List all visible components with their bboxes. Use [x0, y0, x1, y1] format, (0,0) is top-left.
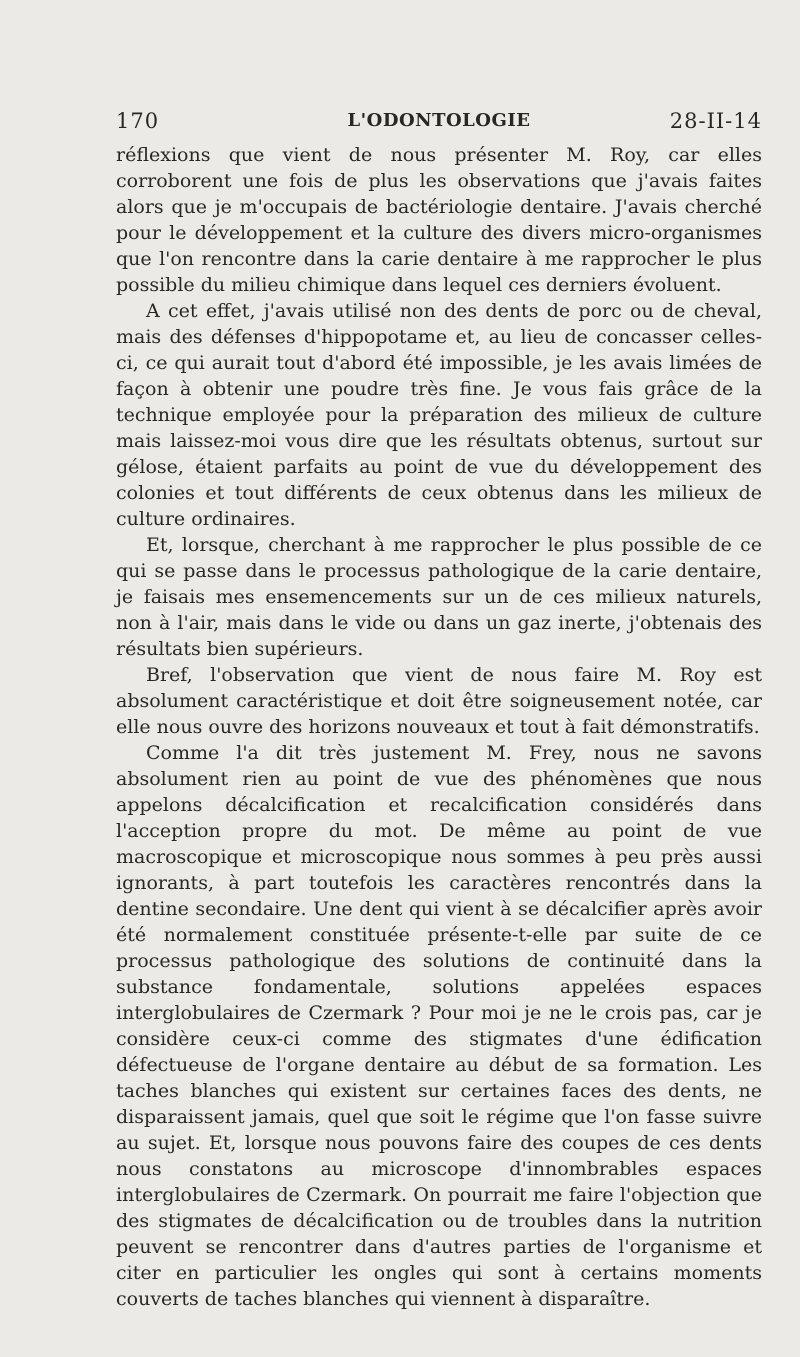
paragraph-4: Bref, l'observation que vient de nous faire M. Roy est absolument caractéristique et doit être soigneusement notée, car elle nous ouvre des horizons nouveaux et tout à fait démonstratifs.	[116, 664, 762, 738]
body-text	[116, 142, 762, 1312]
paragraph-1: réflexions que vient de nous présenter M. Roy, car elles corroborent une fois de plus les observations que j'avais faites alors que je m'occupais de bactériologie dentaire. J'avais cherché pour le développement et la culture des divers micro-organismes que l'on rencontre dans la carie dentaire à me rapprocher le plus possible du milieu chimique dans lequel ces derniers évoluent.	[116, 144, 762, 296]
paragraph-5: Comme l'a dit très justement M. Frey, nous ne savons absolument rien au point de vue des phénomènes que nous appelons décalcification et recalcification considérés dans l'acception propre du mot. De même au point de vue macroscopique et microscopique nous sommes à peu près aussi ignorants, à part toutefois les caractères rencontrés dans la dentine secondaire. Une dent qui vient à se décalcifier après avoir été normalement constituée présente-t-elle par suite de ce processus pathologique des solutions de continuité dans la substance fondamentale, solutions appelées espaces interglobulaires de Czermark ? Pour moi je ne le crois pas, car je considère ceux-ci comme des stigmates d'une édification défectueuse de l'organe dentaire au début de sa formation. Les taches blanches qui existent sur certaines faces des dents, ne disparaissent jamais, quel que soit le régime que l'on fasse suivre au sujet. Et, lorsque nous pouvons faire des coupes de ces dents nous constatons au microscope d'innombrables espaces interglobulaires de Czermark. On pourrait me faire l'objection que des stigmates de décalcification ou de troubles dans la nutrition peuvent se rencontrer dans d'autres parties de l'organisme et citer en particulier les ongles qui sont à certains moments couverts de taches blanches qui viennent à disparaître.	[116, 742, 762, 1310]
paragraph-2: A cet effet, j'avais utilisé non des dents de porc ou de cheval, mais des défenses d'hippopotame et, au lieu de concasser celles-ci, ce qui aurait tout d'abord été impossible, je les avais limées de façon à obtenir une poudre très fine. Je vous fais grâce de la technique employée pour la préparation des milieux de culture mais laissez-moi vous dire que les résultats obtenus, surtout sur gélose, étaient parfaits au point de vue du développement des colonies et tout différents de ceux obtenus dans les milieux de culture ordinaires.	[116, 300, 762, 530]
page-number: 170	[116, 109, 160, 133]
paragraph-3: Et, lorsque, cherchant à me rapprocher le plus possible de ce qui se passe dans le processus pathologique de la carie dentaire, je faisais mes ensemencements sur un de ces milieux naturels, non à l'air, mais dans le vide ou dans un gaz inerte, j'obtenais des résultats bien supérieurs.	[116, 534, 762, 660]
journal-title: L'ODONTOLOGIE	[347, 110, 531, 131]
issue-date: 28-II-14	[669, 109, 762, 133]
running-header	[116, 106, 762, 136]
